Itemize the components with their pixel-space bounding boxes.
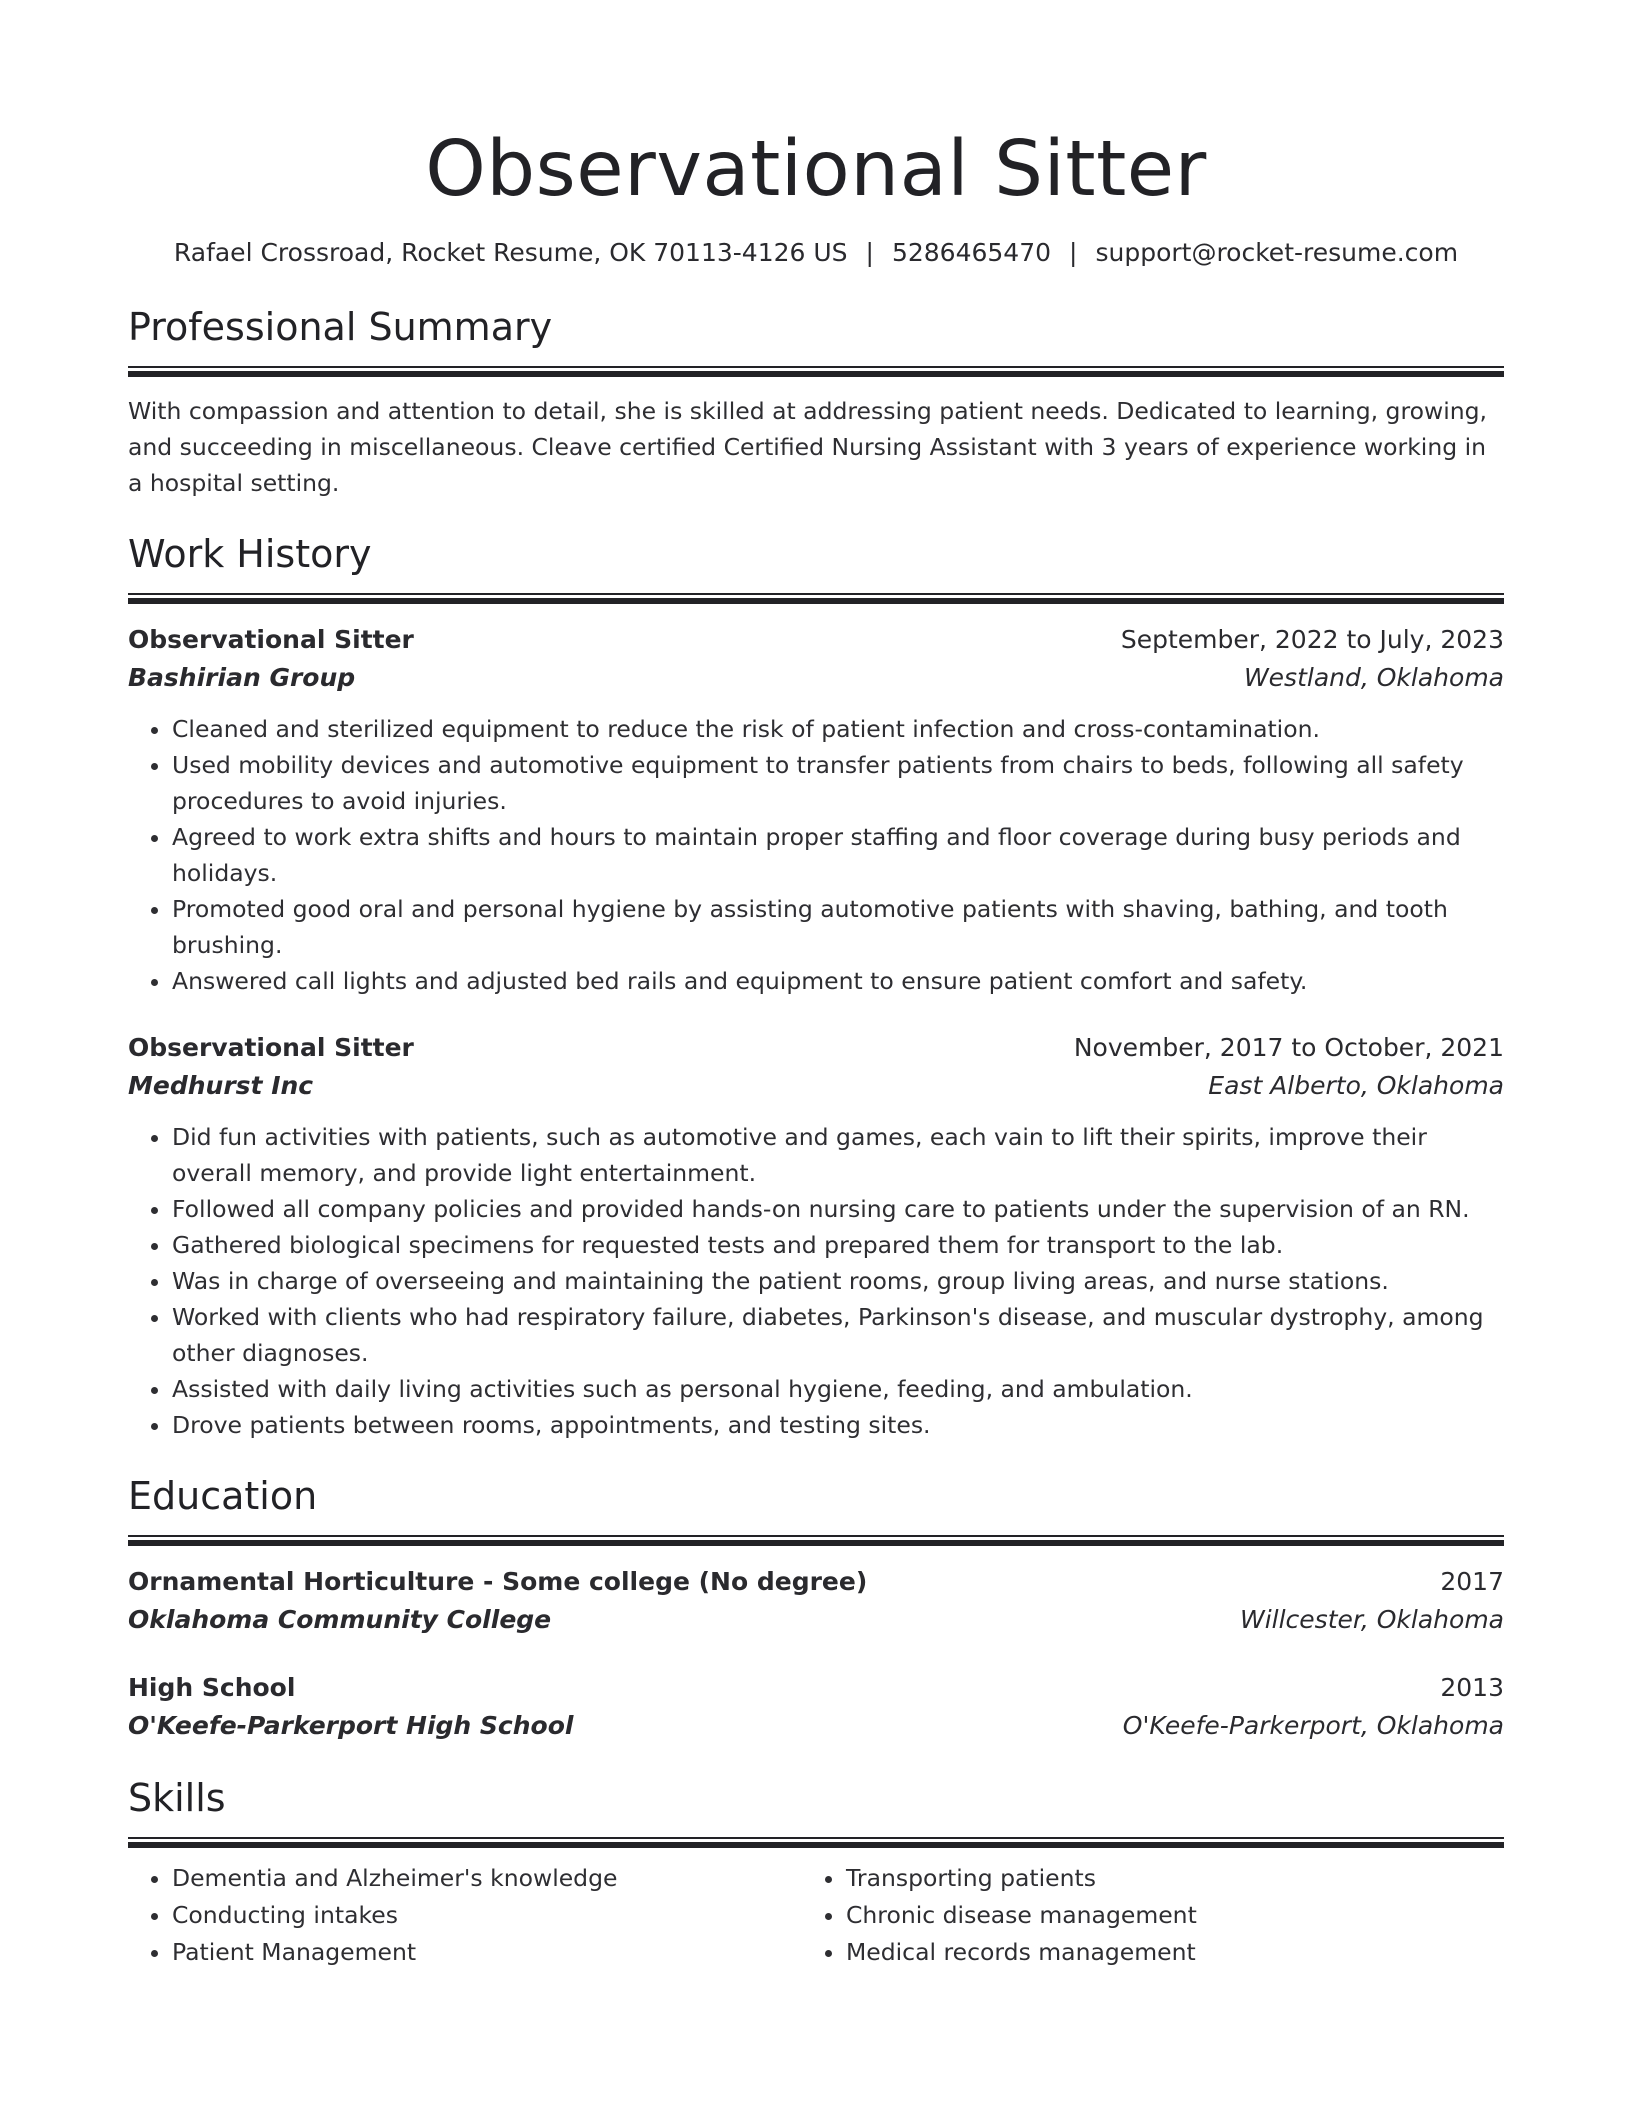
job-entry — [128, 621, 1504, 999]
job-company: Bashirian Group — [128, 663, 356, 692]
job-bullet: • Followed all company policies and provided hands-on nursing care to patients under the supervision of an RN. — [172, 1191, 1504, 1227]
job-bullet: • Did fun activities with patients, such as automotive and games, each vain to lift their spirits, improve their overall memory, and provide light entertainment. — [172, 1119, 1504, 1191]
education-section — [128, 1471, 1504, 1745]
skills-column-left — [128, 1860, 802, 1971]
job-header-row — [128, 1029, 1504, 1067]
contact-line — [128, 236, 1504, 270]
job-entry — [128, 1029, 1504, 1443]
education-location: O'Keefe-Parkerport, Oklahoma — [1122, 1711, 1504, 1740]
job-dates: November, 2017 to October, 2021 — [1073, 1033, 1504, 1062]
job-location: Westland, Oklahoma — [1243, 663, 1504, 692]
education-school-row — [128, 1601, 1504, 1639]
summary-heading: Professional Summary — [128, 305, 553, 349]
job-bullet: • Was in charge of overseeing and maintaining the patient rooms, group living areas, and nurse stations. — [172, 1263, 1504, 1299]
job-bullet: • Promoted good oral and personal hygiene by assisting automotive patients with shaving, bathing, and tooth brushing. — [172, 891, 1504, 963]
contact-separator: | — [865, 238, 874, 267]
job-company-row — [128, 1067, 1504, 1105]
job-header-row — [128, 621, 1504, 659]
resume-page — [128, 0, 1504, 1971]
skill-item: • Chronic disease management — [846, 1897, 1476, 1934]
skills-section — [128, 1773, 1504, 1971]
work-history-heading: Work History — [128, 532, 372, 576]
skills-column-right — [802, 1860, 1476, 1971]
education-degree: Ornamental Horticulture - Some college (No degree) — [128, 1567, 868, 1596]
summary-section — [128, 302, 1504, 501]
education-location: Willcester, Oklahoma — [1239, 1605, 1504, 1634]
education-year: 2013 — [1440, 1673, 1504, 1702]
contact-separator: | — [1069, 238, 1078, 267]
contact-address: Rafael Crossroad, Rocket Resume, OK 70113-4126 US — [173, 238, 848, 267]
education-header-row — [128, 1563, 1504, 1601]
education-school: Oklahoma Community College — [128, 1605, 552, 1634]
section-divider — [128, 1535, 1504, 1546]
education-year: 2017 — [1440, 1567, 1504, 1596]
section-divider — [128, 1837, 1504, 1848]
education-header-row — [128, 1669, 1504, 1707]
job-bullet: • Cleaned and sterilized equipment to reduce the risk of patient infection and cross-contamination. — [172, 711, 1504, 747]
education-school: O'Keefe-Parkerport High School — [128, 1711, 574, 1740]
work-history-section — [128, 529, 1504, 1443]
job-company-row — [128, 659, 1504, 697]
skill-item: • Medical records management — [846, 1934, 1476, 1971]
education-degree: High School — [128, 1673, 296, 1702]
job-company: Medhurst Inc — [128, 1071, 314, 1100]
job-bullet: • Answered call lights and adjusted bed rails and equipment to ensure patient comfort and safety. — [172, 963, 1504, 999]
job-bullet: • Used mobility devices and automotive equipment to transfer patients from chairs to beds, following all safety procedures to avoid injuries. — [172, 747, 1504, 819]
education-heading: Education — [128, 1474, 318, 1518]
job-bullet: • Gathered biological specimens for requested tests and prepared them for transport to the lab. — [172, 1227, 1504, 1263]
skills-grid — [128, 1860, 1504, 1971]
resume-title: Observational Sitter — [425, 125, 1207, 214]
education-entry — [128, 1563, 1504, 1639]
skills-heading: Skills — [128, 1776, 226, 1820]
job-bullets — [128, 1119, 1504, 1443]
contact-phone: 5286465470 — [891, 238, 1052, 267]
education-entry — [128, 1669, 1504, 1745]
contact-email: support@rocket-resume.com — [1095, 238, 1459, 267]
job-bullet: • Worked with clients who had respiratory failure, diabetes, Parkinson's disease, and muscular dystrophy, among other diagnoses. — [172, 1299, 1504, 1371]
job-dates: September, 2022 to July, 2023 — [1120, 625, 1504, 654]
job-bullet: • Agreed to work extra shifts and hours to maintain proper staffing and floor coverage during busy periods and holidays. — [172, 819, 1504, 891]
skill-item: • Transporting patients — [846, 1860, 1476, 1897]
skill-item: • Patient Management — [172, 1934, 802, 1971]
job-title: Observational Sitter — [128, 1033, 414, 1062]
section-divider — [128, 593, 1504, 604]
section-divider — [128, 366, 1504, 377]
job-location: East Alberto, Oklahoma — [1208, 1071, 1504, 1100]
job-bullet: • Drove patients between rooms, appointments, and testing sites. — [172, 1407, 1504, 1443]
job-bullet: • Assisted with daily living activities such as personal hygiene, feeding, and ambulation. — [172, 1371, 1504, 1407]
education-school-row — [128, 1707, 1504, 1745]
job-bullets — [128, 711, 1504, 999]
skill-item: • Conducting intakes — [172, 1897, 802, 1934]
job-title: Observational Sitter — [128, 625, 414, 654]
skill-item: • Dementia and Alzheimer's knowledge — [172, 1860, 802, 1897]
summary-text: With compassion and attention to detail, she is skilled at addressing patient needs. Dedicated to learning, growing, and succeeding in miscellaneous. Cleave certified Certified Nursing Assistant with 3 years of experience working in a hospital setting. — [128, 397, 1488, 497]
